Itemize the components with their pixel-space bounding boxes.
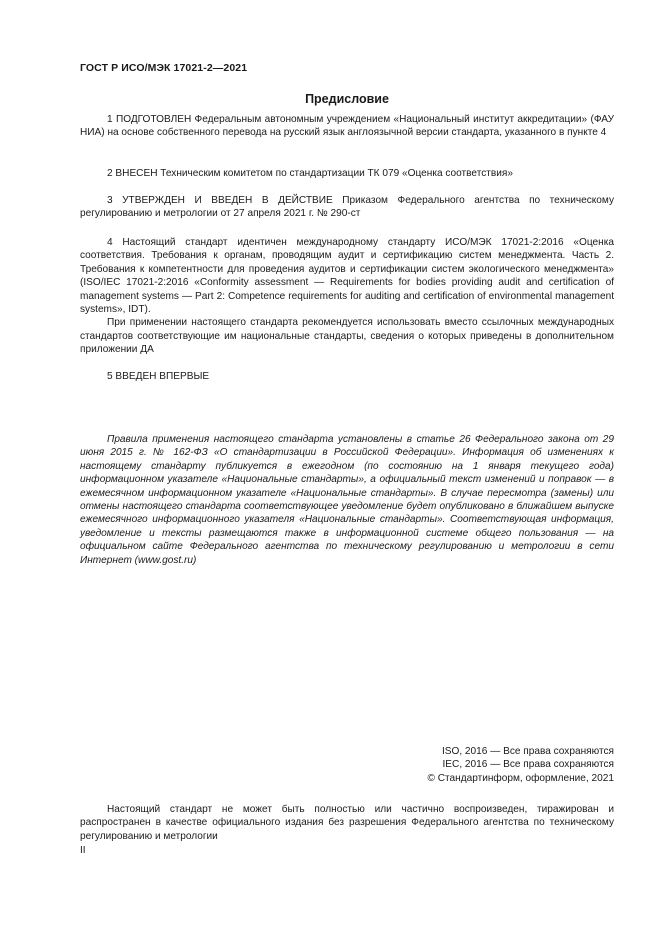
preface-item-4 <box>80 236 614 357</box>
preface-item-3 <box>80 194 614 221</box>
copyright-line: © Стандартинформ, оформление, 2021 <box>427 772 614 784</box>
standard-code: ГОСТ Р ИСО/МЭК 17021-2—2021 <box>80 62 248 74</box>
application-rules-notice: Правила применения настоящего стандарта установлены в статье 26 Федерального закона от 29 июня 2015 г. № 162-ФЗ «О стандартизации в Российской Федерации». Информация об изменениях к настоящему стандарту публикуется в ежегодном (по состоянию на 1 января текущего года) информационном указателе «Национальные стандарты», а официальный текст изменений и поправок — в ежемесячном информационном указателе «Национальные стандарты». В случае пересмотра (замены) или отмены настоящего стандарта соответствующее уведомление будет опубликовано в ближайшем выпуске ежемесячного информационного указателя «Национальные стандарты». Соответствующая информация, уведомление и тексты размещаются также в информационной системе общего пользования — на официальном сайте Федерального агентства по техническому регулированию и метрологии в сети Интернет (www.gost.ru) <box>80 434 614 566</box>
paragraph: 2 ВНЕСЕН Техническим комитетом по стандартизации ТК 079 «Оценка соответствия» <box>107 168 513 179</box>
page-number: II <box>80 845 86 856</box>
preface-item-5 <box>80 370 614 383</box>
reproduction-notice: Настоящий стандарт не может быть полностью или частично воспроизведен, тиражирован и распространен в качестве официального издания без разрешения Федерального агентства по техническому регулированию и метрологии <box>80 804 614 842</box>
copyright-line: ISO, 2016 — Все права сохраняются <box>441 746 614 757</box>
paragraph: 3 УТВЕРЖДЕН И ВВЕДЕН В ДЕЙСТВИЕ Приказом Федерального агентства по техническому регулированию и метрологии от 27 апреля 2021 г. № 290-ст <box>80 195 614 220</box>
paragraph: 4 Настоящий стандарт идентичен международному стандарту ИСО/МЭК 17021-2:2016 «Оценка соответствия. Требования к органам, проводящим аудит и сертификацию систем менеджмента. Часть 2. Требования к компетентности для проведения аудитов и сертификации систем экологического менеджмента» (ISO/IEC 17021-2:2016 «Conformity assessment — Requirements for bodies providing audit and certification of management systems — Part 2: Competence requirements for auditing and certification of environmental management systems», IDT). <box>80 237 614 316</box>
preface-item-1 <box>80 113 614 140</box>
copyright-line: IEC, 2016 — Все права сохраняются <box>442 759 614 771</box>
copyright-block <box>427 745 614 785</box>
paragraph: 5 ВВЕДЕН ВПЕРВЫЕ <box>107 371 210 382</box>
page-title: Предисловие <box>305 92 389 106</box>
paragraph: При применении настоящего стандарта рекомендуется использовать вместо ссылочных международных стандартов соответствующие им национальные стандарты, сведения о которых приведены в дополнительном приложении ДА <box>80 317 614 356</box>
paragraph: 1 ПОДГОТОВЛЕН Федеральным автономным учреждением «Национальный институт аккредитации» (ФАУ НИА) на основе собственного перевода на русский язык англоязычной версии стандарта, указанного в пункте 4 <box>80 114 614 139</box>
preface-item-2 <box>80 167 614 180</box>
